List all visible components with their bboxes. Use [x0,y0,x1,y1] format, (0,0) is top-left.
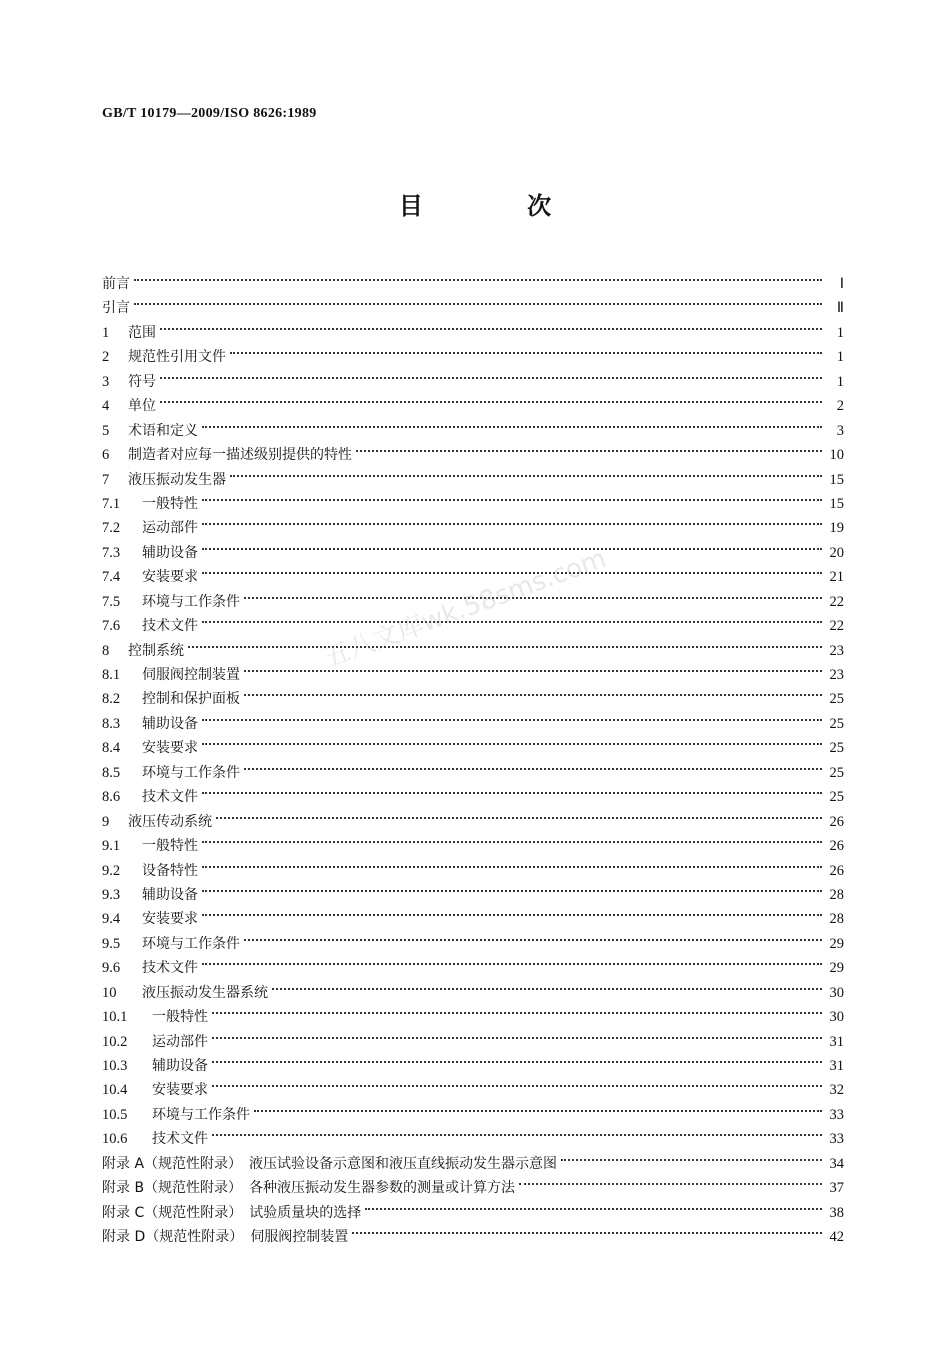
toc-entry-page: 31 [829,1058,844,1074]
toc-entry-page: 1 [836,349,844,366]
toc-entry-label: 安装要求 [152,1082,208,1099]
toc-entry-number: 7.6 [102,618,121,635]
toc-entry-page: 33 [829,1106,844,1123]
toc-entry-page: 23 [829,667,844,683]
toc-leader-dots [202,533,822,557]
toc-entry-label: 技术文件 [142,960,198,977]
toc-leader-dots [212,1070,822,1094]
toc-entry-number: 9.4 [102,911,121,928]
toc-entry-label: 附录 C（规范性附录） 试验质量块的选择 [102,1204,362,1221]
toc-entry[interactable] [102,851,844,879]
toc-leader-dots [160,313,822,337]
toc-leader-dots [244,679,822,703]
toc-entry-number: 8.1 [102,667,121,683]
toc-entry-page: 25 [829,740,844,757]
toc-entry-number: 9.6 [102,960,121,977]
toc-entry[interactable] [102,386,844,415]
toc-entry[interactable] [102,288,844,317]
toc-entry-number: 10.2 [102,1033,128,1050]
toc-entry-label: 附录 D（规范性附录） 伺服阀控制装置 [102,1229,349,1246]
toc-entry-label: 辅助设备 [142,544,198,561]
toc-entry-number: 9.2 [102,862,121,879]
toc-entry-number: 9.5 [102,935,121,952]
toc-entry-number: 8.4 [102,740,121,757]
toc-leader-dots [244,582,822,606]
toc-entry-page: 31 [829,1033,844,1050]
toc-entry-label: 控制系统 [128,642,184,659]
toc-entry-label: 环境与工作条件 [142,935,240,952]
page-title: 目 次 [398,192,600,220]
toc-entry-page: 42 [829,1229,844,1246]
toc-entry-number: 9.3 [102,886,121,903]
toc-entry-label: 伺服阀控制装置 [142,667,240,683]
toc-entry-label: 液压振动发生器系统 [142,984,268,1001]
toc-entry-number: 7.5 [102,593,121,610]
toc-entry-label: 运动部件 [142,520,198,537]
toc-entry-label: 单位 [128,398,156,415]
toc-entry[interactable] [102,484,844,512]
toc-entry[interactable] [102,704,844,732]
toc-entry-number: 7 [102,471,110,488]
toc-entry-page: 33 [829,1131,844,1148]
toc-entry-label: 辅助设备 [152,1058,208,1074]
toc-entry-number: 8.3 [102,715,121,732]
toc-entry-label: 术语和定义 [128,422,198,439]
toc-leader-dots [202,411,822,435]
toc-leader-dots [202,704,822,728]
toc-entry-page: 26 [829,813,844,830]
toc-entry-page: 21 [829,569,844,586]
toc-leader-dots [244,753,822,777]
toc-leader-dots [365,1193,822,1217]
toc-leader-dots [202,508,822,532]
toc-entry-number: 7.1 [102,495,121,512]
toc-entry-label: 一般特性 [152,1009,208,1026]
toc-entry-number: 8.5 [102,764,121,781]
toc-entry[interactable] [102,631,844,659]
toc-entry-page: 28 [829,886,844,903]
toc-entry-label: 附录 A（规范性附录） 液压试验设备示意图和液压直线振动发生器示意图 [102,1155,558,1172]
toc-entry-page: 23 [829,642,844,659]
toc-entry-label: 制造者对应每一描述级别提供的特性 [128,447,352,464]
toc-entry[interactable] [102,606,844,635]
toc-leader-dots [519,1168,822,1192]
toc-entry[interactable] [102,264,844,292]
toc-leader-dots [244,655,822,679]
toc-leader-dots [212,1022,822,1046]
toc-entry[interactable] [102,557,844,586]
toc-leader-dots [272,973,822,997]
toc-entry-label: 技术文件 [152,1131,208,1148]
toc-entry-number: 8 [102,642,110,659]
toc-entry-page: 19 [829,520,844,537]
toc-entry-label: 环境与工作条件 [142,593,240,610]
toc-entry-label: 安装要求 [142,911,198,928]
toc-entry[interactable] [102,582,844,610]
toc-entry[interactable] [102,875,844,903]
toc-entry-label: 辅助设备 [142,886,198,903]
toc-entry[interactable] [102,899,844,928]
toc-entry-label: 液压传动系统 [128,813,212,830]
toc-entry-number: 9.1 [102,838,121,855]
toc-entry[interactable] [102,362,844,390]
toc-entry-page: 26 [829,862,844,879]
toc-entry-label: 范围 [128,324,156,341]
toc-entry-label: 安装要求 [142,740,198,757]
toc-entry-page: 3 [836,422,844,439]
toc-entry-page: 38 [829,1204,844,1221]
toc-entry[interactable] [102,1070,844,1099]
toc-entry-label: 辅助设备 [142,715,198,732]
toc-entry-label: 设备特性 [142,862,198,879]
toc-leader-dots [202,826,822,850]
toc-entry-label: 引言 [102,300,130,317]
toc-entry-number: 7.2 [102,520,121,537]
toc-entry-label: 液压振动发生器 [128,471,226,488]
toc-leader-dots [230,460,822,484]
toc-entry-number: 2 [102,349,110,366]
toc-entry-page: 26 [829,838,844,855]
toc-leader-dots [352,1217,822,1241]
toc-entry-label: 技术文件 [142,789,198,806]
toc-leader-dots [244,924,822,948]
toc-entry-page: 20 [829,544,844,561]
toc-entry-number: 10 [102,984,117,1001]
toc-entry-page: 29 [829,960,844,977]
toc-leader-dots [202,948,822,972]
toc-entry[interactable] [102,655,844,683]
toc-entry[interactable] [102,508,844,537]
toc-entry-page: 2 [836,398,844,415]
toc-entry-page: 30 [829,984,844,1001]
toc-entry-number: 5 [102,422,110,439]
toc-leader-dots [230,337,822,361]
toc-entry-label: 一般特性 [142,838,198,855]
toc-entry-number: 3 [102,373,110,390]
toc-leader-dots [202,728,822,752]
toc-entry-number: 10.5 [102,1106,128,1123]
toc-leader-dots [202,484,822,508]
toc-entry-page: Ⅱ [836,300,844,317]
toc-entry[interactable] [102,1046,844,1074]
toc-leader-dots [561,1144,822,1168]
toc-entry-page: 1 [836,373,844,390]
toc-leader-dots [254,1095,822,1119]
toc-entry[interactable] [102,728,844,757]
toc-entry-label: 一般特性 [142,495,198,512]
toc-entry[interactable] [102,1095,844,1123]
toc-entry-page: Ⅰ [839,276,844,292]
toc-entry[interactable] [102,337,844,366]
toc-entry-number: 1 [102,324,110,341]
toc-leader-dots [212,1046,822,1070]
toc-leader-dots [212,997,822,1021]
toc-entry[interactable] [102,826,844,855]
toc-entry-number: 10.1 [102,1009,128,1026]
toc-entry-number: 7.3 [102,544,121,561]
toc-entry-label: 运动部件 [152,1033,208,1050]
toc-entry-number: 4 [102,398,110,415]
toc-entry-page: 37 [829,1180,844,1197]
toc-entry-number: 9 [102,813,110,830]
toc-entry[interactable] [102,802,844,830]
toc-leader-dots [202,777,822,801]
toc-entry[interactable] [102,1022,844,1050]
toc-entry-page: 30 [829,1009,844,1026]
toc-entry-number: 7.4 [102,569,121,586]
watermark: 五八文库wk.58sms.com [320,543,611,674]
toc-entry[interactable] [102,753,844,781]
toc-entry-page: 1 [836,324,844,341]
toc-entry-page: 25 [829,789,844,806]
toc-entry[interactable] [102,924,844,952]
toc-entry-page: 34 [829,1155,844,1172]
toc-leader-dots [202,875,822,899]
toc-entry-label: 规范性引用文件 [128,349,226,366]
standard-number: GB/T 10179—2009/ISO 8626:1989 [102,106,317,121]
toc-entry-page: 28 [829,911,844,928]
toc-entry[interactable] [102,1119,844,1148]
toc-leader-dots [202,557,822,581]
toc-entry[interactable] [102,948,844,977]
toc-leader-dots [216,802,822,826]
toc-leader-dots [188,631,822,655]
toc-leader-dots [202,851,822,875]
toc-entry-label: 安装要求 [142,569,198,586]
toc-entry[interactable] [102,1144,844,1172]
toc-leader-dots [134,264,822,288]
toc-entry[interactable] [102,411,844,439]
toc-entry[interactable] [102,997,844,1026]
toc-entry-label: 附录 B（规范性附录） 各种液压振动发生器参数的测量或计算方法 [102,1180,516,1197]
toc-leader-dots [202,606,822,630]
toc-entry[interactable] [102,533,844,561]
toc-entry[interactable] [102,973,844,1001]
toc-entry-label: 符号 [128,373,156,390]
toc-entry-number: 8.6 [102,789,121,806]
toc-entry[interactable] [102,777,844,806]
toc-entry-page: 25 [829,764,844,781]
toc-entry-label: 控制和保护面板 [142,691,240,708]
toc-entry-number: 10.3 [102,1058,128,1074]
toc-leader-dots [202,899,822,923]
toc-entry-number: 8.2 [102,691,121,708]
toc-entry[interactable] [102,435,844,464]
toc-leader-dots [160,386,822,410]
toc-leader-dots [160,362,822,386]
toc-entry-label: 前言 [102,276,130,292]
toc-entry-number: 6 [102,447,110,464]
toc-entry-page: 22 [829,618,844,635]
toc-leader-dots [356,435,822,459]
toc-entry-page: 15 [829,471,844,488]
toc-entry-page: 10 [829,447,844,464]
toc-entry-page: 22 [829,593,844,610]
toc-leader-dots [212,1119,822,1143]
toc-entry-label: 技术文件 [142,618,198,635]
toc-entry-page: 15 [829,495,844,512]
toc-entry-page: 25 [829,715,844,732]
toc-entry-number: 10.6 [102,1131,128,1148]
toc-entry-number: 10.4 [102,1082,128,1099]
toc-entry[interactable] [102,313,844,341]
table-of-contents [102,264,844,1246]
toc-entry-page: 32 [829,1082,844,1099]
toc-entry-page: 25 [829,691,844,708]
toc-leader-dots [134,288,822,312]
toc-entry-label: 环境与工作条件 [152,1106,250,1123]
toc-entry-page: 29 [829,935,844,952]
toc-entry-label: 环境与工作条件 [142,764,240,781]
